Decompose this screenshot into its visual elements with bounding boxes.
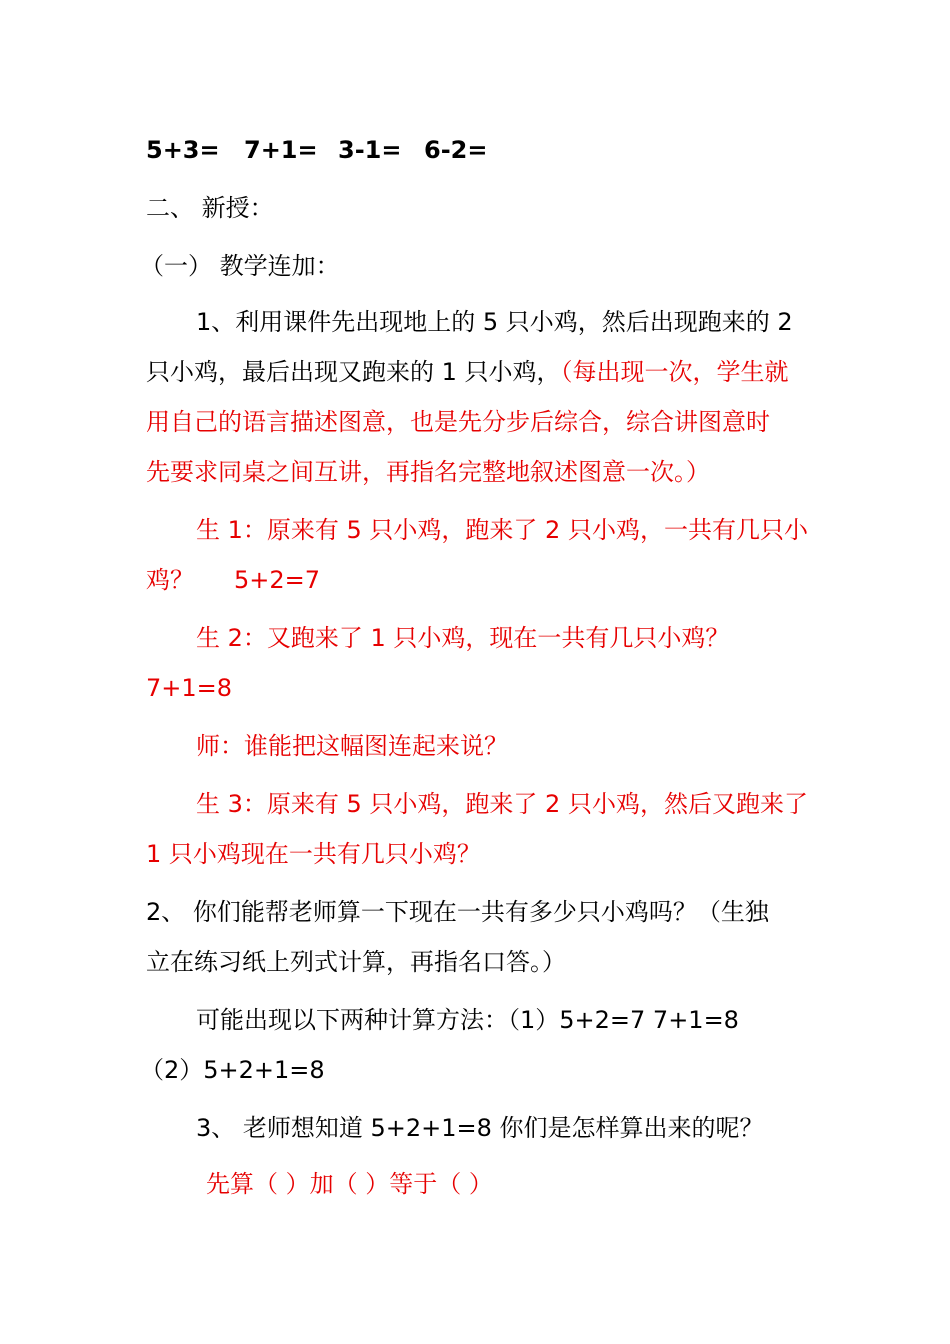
warmup-eq-4: 6-2= bbox=[424, 136, 488, 164]
methods-line-1: 可能出现以下两种计算方法：（1）5+2=7 7+1=8 bbox=[196, 1006, 739, 1034]
student1-equation: 5+2=7 bbox=[234, 566, 321, 594]
fill-in-blank-line: 先算（ ）加（ ）等于（ ） bbox=[206, 1170, 493, 1198]
student2-equation: 7+1=8 bbox=[146, 674, 233, 702]
warmup-eq-1: 5+3= bbox=[146, 136, 220, 164]
p1-line-4: 先要求同桌之间互讲，再指名完整地叙述图意一次。） bbox=[146, 458, 710, 486]
student3-line-1: 生 3：原来有 5 只小鸡，跑来了 2 只小鸡，然后又跑来了 bbox=[196, 790, 808, 818]
subsection1-heading: （一） 教学连加： bbox=[140, 252, 340, 280]
warmup-eq-3: 3-1= bbox=[338, 136, 402, 164]
student3-line-2: 1 只小鸡现在一共有几只小鸡？ bbox=[146, 840, 481, 868]
student1-line-1: 生 1：原来有 5 只小鸡，跑来了 2 只小鸡，一共有几只小 bbox=[196, 516, 808, 544]
p1-line-2 bbox=[146, 356, 789, 388]
warmup-eq-2: 7+1= bbox=[244, 136, 318, 164]
p1-line-2-note: （每出现一次，学生就 bbox=[560, 358, 789, 386]
p1-line-3: 用自己的语言描述图意，也是先分步后综合，综合讲图意时 bbox=[146, 408, 770, 436]
teacher-question: 师：谁能把这幅图连起来说？ bbox=[196, 732, 508, 760]
p3-question: 3、 老师想知道 5+2+1=8 你们是怎样算出来的呢？ bbox=[196, 1114, 764, 1142]
student1-question-end: 鸡？ bbox=[146, 566, 194, 594]
p2-line-1: 2、 你们能帮老师算一下现在一共有多少只小鸡吗？（生独 bbox=[146, 898, 769, 926]
methods-line-2: （2）5+2+1=8 bbox=[140, 1056, 325, 1084]
warmup-equations bbox=[146, 134, 546, 166]
student2-line-1: 生 2：又跑来了 1 只小鸡，现在一共有几只小鸡？ bbox=[196, 624, 730, 652]
section2-heading: 二、 新授： bbox=[146, 194, 274, 222]
p1-line-2-text: 只小鸡，最后出现又跑来的 1 只小鸡， bbox=[146, 358, 561, 386]
p1-line-1: 1、利用课件先出现地上的 5 只小鸡，然后出现跑来的 2 bbox=[196, 308, 793, 336]
p2-line-2: 立在练习纸上列式计算，再指名口答。） bbox=[146, 948, 566, 976]
student1-line-2 bbox=[146, 564, 320, 596]
